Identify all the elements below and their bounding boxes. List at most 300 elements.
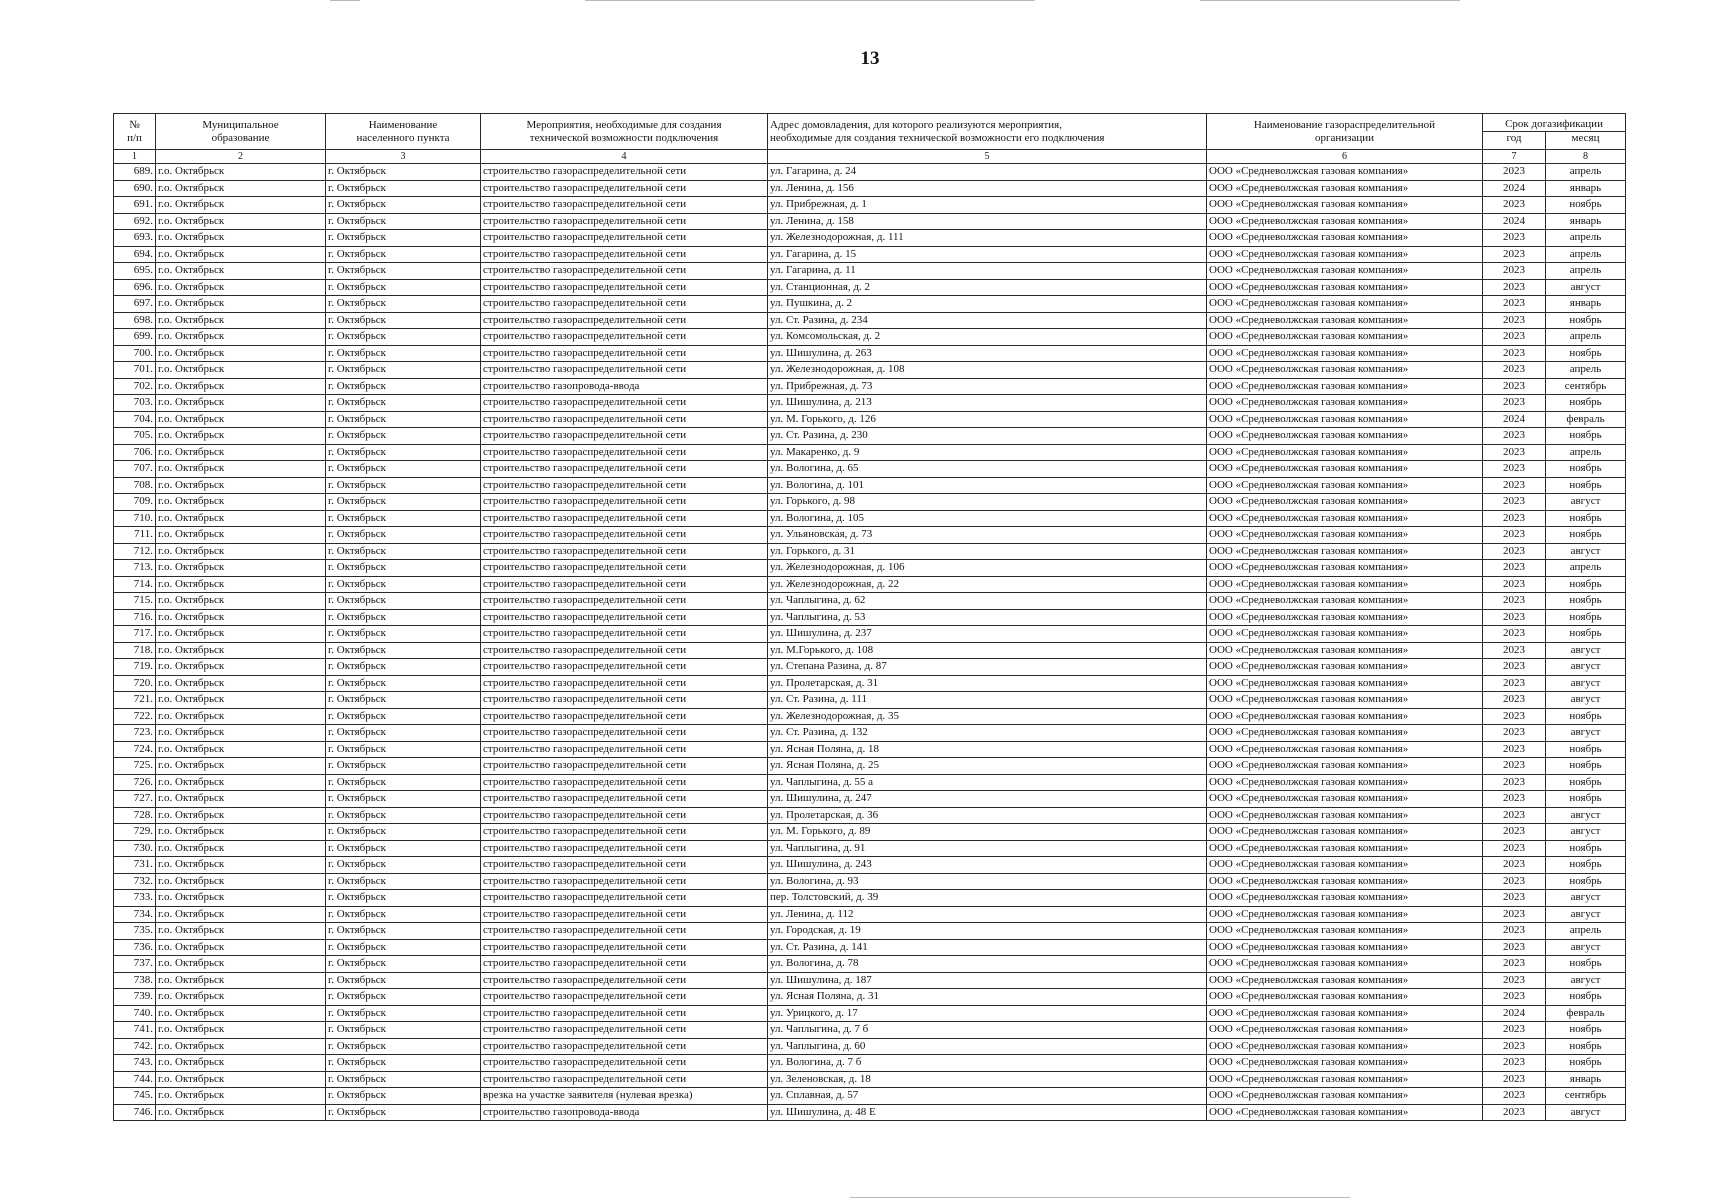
address-cell: ул. Чаплыгина, д. 62 xyxy=(768,593,1207,610)
organization-cell: ООО «Средневолжская газовая компания» xyxy=(1207,1088,1483,1105)
measure-cell: строительство газораспределительной сети xyxy=(481,659,768,676)
settlement-cell: г. Октябрьск xyxy=(326,725,481,742)
row-number-cell: 732. xyxy=(114,873,156,890)
organization-cell: ООО «Средневолжская газовая компания» xyxy=(1207,642,1483,659)
address-cell: ул. Шишулина, д. 243 xyxy=(768,857,1207,874)
measure-cell: строительство газораспределительной сети xyxy=(481,791,768,808)
month-cell: август xyxy=(1546,807,1626,824)
settlement-cell: г. Октябрьск xyxy=(326,675,481,692)
organization-cell: ООО «Средневолжская газовая компания» xyxy=(1207,510,1483,527)
settlement-cell: г. Октябрьск xyxy=(326,1104,481,1121)
row-number-cell: 730. xyxy=(114,840,156,857)
address-cell: пер. Толстовский, д. 39 xyxy=(768,890,1207,907)
municipality-cell: г.о. Октябрьск xyxy=(156,527,326,544)
address-cell: ул. Чаплыгина, д. 60 xyxy=(768,1038,1207,1055)
municipality-cell: г.о. Октябрьск xyxy=(156,1038,326,1055)
settlement-cell: г. Октябрьск xyxy=(326,774,481,791)
month-cell: январь xyxy=(1546,296,1626,313)
municipality-cell: г.о. Октябрьск xyxy=(156,659,326,676)
table-row xyxy=(114,659,1626,676)
month-cell: август xyxy=(1546,543,1626,560)
year-cell: 2023 xyxy=(1483,791,1546,808)
organization-cell: ООО «Средневолжская газовая компания» xyxy=(1207,626,1483,643)
address-cell: ул. Городская, д. 19 xyxy=(768,923,1207,940)
year-cell: 2023 xyxy=(1483,989,1546,1006)
settlement-cell: г. Октябрьск xyxy=(326,510,481,527)
row-number-cell: 740. xyxy=(114,1005,156,1022)
measure-cell: строительство газораспределительной сети xyxy=(481,890,768,907)
organization-cell: ООО «Средневолжская газовая компания» xyxy=(1207,1055,1483,1072)
settlement-cell: г. Октябрьск xyxy=(326,296,481,313)
month-cell: ноябрь xyxy=(1546,1055,1626,1072)
municipality-cell: г.о. Октябрьск xyxy=(156,345,326,362)
measure-cell: строительство газораспределительной сети xyxy=(481,543,768,560)
municipality-cell: г.о. Октябрьск xyxy=(156,906,326,923)
address-cell: ул. Вологина, д. 105 xyxy=(768,510,1207,527)
table-row xyxy=(114,180,1626,197)
municipality-cell: г.о. Октябрьск xyxy=(156,791,326,808)
row-number-cell: 738. xyxy=(114,972,156,989)
year-cell: 2023 xyxy=(1483,246,1546,263)
month-cell: ноябрь xyxy=(1546,345,1626,362)
address-cell: ул. Вологина, д. 65 xyxy=(768,461,1207,478)
row-number-cell: 702. xyxy=(114,378,156,395)
month-cell: февраль xyxy=(1546,411,1626,428)
measure-cell: строительство газораспределительной сети xyxy=(481,1005,768,1022)
address-cell: ул. М. Горького, д. 126 xyxy=(768,411,1207,428)
measure-cell: строительство газораспределительной сети xyxy=(481,395,768,412)
municipality-cell: г.о. Октябрьск xyxy=(156,807,326,824)
table-row xyxy=(114,461,1626,478)
measure-cell: строительство газораспределительной сети xyxy=(481,857,768,874)
row-number-cell: 695. xyxy=(114,263,156,280)
municipality-cell: г.о. Октябрьск xyxy=(156,593,326,610)
settlement-cell: г. Октябрьск xyxy=(326,345,481,362)
column-number: 7 xyxy=(1483,150,1546,164)
address-cell: ул. Ст. Разина, д. 141 xyxy=(768,939,1207,956)
month-cell: август xyxy=(1546,890,1626,907)
table-row xyxy=(114,725,1626,742)
row-number-cell: 699. xyxy=(114,329,156,346)
municipality-cell: г.о. Октябрьск xyxy=(156,626,326,643)
measure-cell: строительство газораспределительной сети xyxy=(481,824,768,841)
municipality-cell: г.о. Октябрьск xyxy=(156,411,326,428)
settlement-cell: г. Октябрьск xyxy=(326,527,481,544)
month-cell: ноябрь xyxy=(1546,197,1626,214)
municipality-cell: г.о. Октябрьск xyxy=(156,923,326,940)
year-cell: 2023 xyxy=(1483,725,1546,742)
measure-cell: строительство газораспределительной сети xyxy=(481,923,768,940)
organization-cell: ООО «Средневолжская газовая компания» xyxy=(1207,263,1483,280)
address-cell: ул. Железнодорожная, д. 35 xyxy=(768,708,1207,725)
row-number-cell: 725. xyxy=(114,758,156,775)
row-number-cell: 744. xyxy=(114,1071,156,1088)
month-cell: август xyxy=(1546,939,1626,956)
municipality-cell: г.о. Октябрьск xyxy=(156,428,326,445)
municipality-cell: г.о. Октябрьск xyxy=(156,378,326,395)
municipality-cell: г.о. Октябрьск xyxy=(156,395,326,412)
row-number-cell: 741. xyxy=(114,1022,156,1039)
row-number-cell: 727. xyxy=(114,791,156,808)
measure-cell: строительство газораспределительной сети xyxy=(481,510,768,527)
row-number-cell: 696. xyxy=(114,279,156,296)
header-settlement-cont: населенного пункта xyxy=(326,132,481,150)
municipality-cell: г.о. Октябрьск xyxy=(156,461,326,478)
organization-cell: ООО «Средневолжская газовая компания» xyxy=(1207,791,1483,808)
measure-cell: строительство газораспределительной сети xyxy=(481,213,768,230)
settlement-cell: г. Октябрьск xyxy=(326,494,481,511)
settlement-cell: г. Октябрьск xyxy=(326,1071,481,1088)
address-cell: ул. Гагарина, д. 11 xyxy=(768,263,1207,280)
address-cell: ул. Ясная Поляна, д. 31 xyxy=(768,989,1207,1006)
measure-cell: строительство газораспределительной сети xyxy=(481,477,768,494)
header-num-cont: п/п xyxy=(114,132,156,150)
year-cell: 2023 xyxy=(1483,378,1546,395)
month-cell: ноябрь xyxy=(1546,857,1626,874)
row-number-cell: 698. xyxy=(114,312,156,329)
row-number-cell: 716. xyxy=(114,609,156,626)
year-cell: 2023 xyxy=(1483,857,1546,874)
table-row xyxy=(114,494,1626,511)
organization-cell: ООО «Средневолжская газовая компания» xyxy=(1207,395,1483,412)
organization-cell: ООО «Средневолжская газовая компания» xyxy=(1207,345,1483,362)
municipality-cell: г.о. Октябрьск xyxy=(156,1005,326,1022)
settlement-cell: г. Октябрьск xyxy=(326,576,481,593)
header-organization: Наименование газораспределительной xyxy=(1207,114,1483,132)
table-row xyxy=(114,510,1626,527)
organization-cell: ООО «Средневолжская газовая компания» xyxy=(1207,312,1483,329)
settlement-cell: г. Октябрьск xyxy=(326,807,481,824)
organization-cell: ООО «Средневолжская газовая компания» xyxy=(1207,939,1483,956)
table-row xyxy=(114,857,1626,874)
month-cell: ноябрь xyxy=(1546,774,1626,791)
settlement-cell: г. Октябрьск xyxy=(326,543,481,560)
year-cell: 2024 xyxy=(1483,411,1546,428)
table-row xyxy=(114,906,1626,923)
municipality-cell: г.о. Октябрьск xyxy=(156,956,326,973)
settlement-cell: г. Октябрьск xyxy=(326,626,481,643)
municipality-cell: г.о. Октябрьск xyxy=(156,1022,326,1039)
settlement-cell: г. Октябрьск xyxy=(326,939,481,956)
address-cell: ул. М.Горького, д. 108 xyxy=(768,642,1207,659)
measure-cell: строительство газораспределительной сети xyxy=(481,180,768,197)
row-number-cell: 726. xyxy=(114,774,156,791)
year-cell: 2023 xyxy=(1483,1104,1546,1121)
table-row xyxy=(114,741,1626,758)
municipality-cell: г.о. Октябрьск xyxy=(156,1104,326,1121)
table-row xyxy=(114,279,1626,296)
table-body xyxy=(114,164,1626,1121)
table-row xyxy=(114,923,1626,940)
month-cell: ноябрь xyxy=(1546,477,1626,494)
address-cell: ул. Пролетарская, д. 36 xyxy=(768,807,1207,824)
header-settlement: Наименование xyxy=(326,114,481,132)
table-row xyxy=(114,395,1626,412)
measure-cell: строительство газораспределительной сети xyxy=(481,956,768,973)
column-number: 6 xyxy=(1207,150,1483,164)
year-cell: 2023 xyxy=(1483,906,1546,923)
year-cell: 2023 xyxy=(1483,923,1546,940)
year-cell: 2023 xyxy=(1483,758,1546,775)
municipality-cell: г.о. Октябрьск xyxy=(156,312,326,329)
year-cell: 2023 xyxy=(1483,741,1546,758)
year-cell: 2023 xyxy=(1483,263,1546,280)
organization-cell: ООО «Средневолжская газовая компания» xyxy=(1207,593,1483,610)
settlement-cell: г. Октябрьск xyxy=(326,461,481,478)
organization-cell: ООО «Средневолжская газовая компания» xyxy=(1207,725,1483,742)
year-cell: 2023 xyxy=(1483,527,1546,544)
municipality-cell: г.о. Октябрьск xyxy=(156,840,326,857)
month-cell: апрель xyxy=(1546,246,1626,263)
year-cell: 2023 xyxy=(1483,395,1546,412)
year-cell: 2023 xyxy=(1483,807,1546,824)
address-cell: ул. Ленина, д. 158 xyxy=(768,213,1207,230)
address-cell: ул. Ульяновская, д. 73 xyxy=(768,527,1207,544)
municipality-cell: г.о. Октябрьск xyxy=(156,708,326,725)
address-cell: ул. Сплавная, д. 57 xyxy=(768,1088,1207,1105)
header-measures: Мероприятия, необходимые для создания xyxy=(481,114,768,132)
year-cell: 2023 xyxy=(1483,824,1546,841)
column-number: 2 xyxy=(156,150,326,164)
year-cell: 2023 xyxy=(1483,659,1546,676)
year-cell: 2023 xyxy=(1483,230,1546,247)
month-cell: апрель xyxy=(1546,230,1626,247)
address-cell: ул. Шишулина, д. 48 Е xyxy=(768,1104,1207,1121)
address-cell: ул. Ленина, д. 156 xyxy=(768,180,1207,197)
settlement-cell: г. Октябрьск xyxy=(326,708,481,725)
header-num: № xyxy=(114,114,156,132)
settlement-cell: г. Октябрьск xyxy=(326,246,481,263)
measure-cell: строительство газораспределительной сети xyxy=(481,312,768,329)
year-cell: 2023 xyxy=(1483,543,1546,560)
settlement-cell: г. Октябрьск xyxy=(326,593,481,610)
organization-cell: ООО «Средневолжская газовая компания» xyxy=(1207,461,1483,478)
address-cell: ул. Степана Разина, д. 87 xyxy=(768,659,1207,676)
settlement-cell: г. Октябрьск xyxy=(326,378,481,395)
month-cell: август xyxy=(1546,642,1626,659)
scan-artifact-line xyxy=(330,0,360,1)
month-cell: ноябрь xyxy=(1546,626,1626,643)
municipality-cell: г.о. Октябрьск xyxy=(156,675,326,692)
row-number-cell: 709. xyxy=(114,494,156,511)
row-number-cell: 707. xyxy=(114,461,156,478)
measure-cell: строительство газораспределительной сети xyxy=(481,593,768,610)
month-cell: август xyxy=(1546,972,1626,989)
table-row xyxy=(114,824,1626,841)
year-cell: 2024 xyxy=(1483,1005,1546,1022)
settlement-cell: г. Октябрьск xyxy=(326,890,481,907)
organization-cell: ООО «Средневолжская газовая компания» xyxy=(1207,362,1483,379)
row-number-cell: 697. xyxy=(114,296,156,313)
municipality-cell: г.о. Октябрьск xyxy=(156,989,326,1006)
municipality-cell: г.о. Октябрьск xyxy=(156,543,326,560)
scan-artifact-line xyxy=(1200,0,1460,1)
organization-cell: ООО «Средневолжская газовая компания» xyxy=(1207,741,1483,758)
address-cell: ул. Станционная, д. 2 xyxy=(768,279,1207,296)
header-address-cont: необходимые для создания технической возможности его подключения xyxy=(768,132,1207,150)
settlement-cell: г. Октябрьск xyxy=(326,873,481,890)
column-number: 8 xyxy=(1546,150,1626,164)
organization-cell: ООО «Средневолжская газовая компания» xyxy=(1207,972,1483,989)
row-number-cell: 735. xyxy=(114,923,156,940)
organization-cell: ООО «Средневолжская газовая компания» xyxy=(1207,411,1483,428)
settlement-cell: г. Октябрьск xyxy=(326,213,481,230)
table-row xyxy=(114,873,1626,890)
table-row xyxy=(114,576,1626,593)
row-number-cell: 719. xyxy=(114,659,156,676)
measure-cell: строительство газопровода-ввода xyxy=(481,1104,768,1121)
month-cell: август xyxy=(1546,494,1626,511)
month-cell: январь xyxy=(1546,1071,1626,1088)
row-number-cell: 745. xyxy=(114,1088,156,1105)
header-month: месяц xyxy=(1546,132,1626,150)
month-cell: ноябрь xyxy=(1546,609,1626,626)
month-cell: апрель xyxy=(1546,164,1626,181)
month-cell: апрель xyxy=(1546,560,1626,577)
measure-cell: строительство газораспределительной сети xyxy=(481,560,768,577)
column-number: 4 xyxy=(481,150,768,164)
settlement-cell: г. Октябрьск xyxy=(326,1088,481,1105)
measure-cell: строительство газораспределительной сети xyxy=(481,725,768,742)
table-row xyxy=(114,1055,1626,1072)
settlement-cell: г. Октябрьск xyxy=(326,972,481,989)
measure-cell: строительство газораспределительной сети xyxy=(481,164,768,181)
municipality-cell: г.о. Октябрьск xyxy=(156,213,326,230)
row-number-cell: 715. xyxy=(114,593,156,610)
settlement-cell: г. Октябрьск xyxy=(326,642,481,659)
measure-cell: строительство газораспределительной сети xyxy=(481,444,768,461)
table-row xyxy=(114,345,1626,362)
row-number-cell: 690. xyxy=(114,180,156,197)
measure-cell: строительство газораспределительной сети xyxy=(481,329,768,346)
row-number-cell: 729. xyxy=(114,824,156,841)
settlement-cell: г. Октябрьск xyxy=(326,659,481,676)
address-cell: ул. Чаплыгина, д. 7 б xyxy=(768,1022,1207,1039)
organization-cell: ООО «Средневолжская газовая компания» xyxy=(1207,428,1483,445)
address-cell: ул. Макаренко, д. 9 xyxy=(768,444,1207,461)
address-cell: ул. Ясная Поляна, д. 18 xyxy=(768,741,1207,758)
table-row xyxy=(114,477,1626,494)
year-cell: 2023 xyxy=(1483,362,1546,379)
measure-cell: строительство газораспределительной сети xyxy=(481,246,768,263)
row-number-cell: 704. xyxy=(114,411,156,428)
table-row xyxy=(114,296,1626,313)
measure-cell: строительство газораспределительной сети xyxy=(481,362,768,379)
row-number-cell: 722. xyxy=(114,708,156,725)
measure-cell: строительство газораспределительной сети xyxy=(481,873,768,890)
measure-cell: строительство газораспределительной сети xyxy=(481,807,768,824)
month-cell: ноябрь xyxy=(1546,873,1626,890)
year-cell: 2023 xyxy=(1483,461,1546,478)
settlement-cell: г. Октябрьск xyxy=(326,956,481,973)
year-cell: 2023 xyxy=(1483,329,1546,346)
table-row xyxy=(114,213,1626,230)
address-cell: ул. Ст. Разина, д. 230 xyxy=(768,428,1207,445)
row-number-cell: 728. xyxy=(114,807,156,824)
settlement-cell: г. Октябрьск xyxy=(326,164,481,181)
municipality-cell: г.о. Октябрьск xyxy=(156,758,326,775)
measure-cell: строительство газораспределительной сети xyxy=(481,758,768,775)
month-cell: ноябрь xyxy=(1546,593,1626,610)
table-row xyxy=(114,675,1626,692)
address-cell: ул. Прибрежная, д. 1 xyxy=(768,197,1207,214)
table-row xyxy=(114,642,1626,659)
address-cell: ул. Зеленовская, д. 18 xyxy=(768,1071,1207,1088)
address-cell: ул. Гагарина, д. 24 xyxy=(768,164,1207,181)
table-row xyxy=(114,444,1626,461)
row-number-cell: 734. xyxy=(114,906,156,923)
year-cell: 2023 xyxy=(1483,1088,1546,1105)
organization-cell: ООО «Средневолжская газовая компания» xyxy=(1207,758,1483,775)
settlement-cell: г. Октябрьск xyxy=(326,230,481,247)
address-cell: ул. Прибрежная, д. 73 xyxy=(768,378,1207,395)
organization-cell: ООО «Средневолжская газовая компания» xyxy=(1207,477,1483,494)
scan-artifact-line xyxy=(585,0,1035,1)
measure-cell: строительство газораспределительной сети xyxy=(481,428,768,445)
municipality-cell: г.о. Октябрьск xyxy=(156,725,326,742)
address-cell: ул. Горького, д. 98 xyxy=(768,494,1207,511)
address-cell: ул. Шишулина, д. 213 xyxy=(768,395,1207,412)
settlement-cell: г. Октябрьск xyxy=(326,1022,481,1039)
organization-cell: ООО «Средневолжская газовая компания» xyxy=(1207,246,1483,263)
municipality-cell: г.о. Октябрьск xyxy=(156,1055,326,1072)
year-cell: 2023 xyxy=(1483,840,1546,857)
table-row xyxy=(114,560,1626,577)
table-row xyxy=(114,312,1626,329)
year-cell: 2023 xyxy=(1483,873,1546,890)
year-cell: 2023 xyxy=(1483,312,1546,329)
header-deadline: Срок догазификации xyxy=(1483,114,1626,132)
table-row xyxy=(114,329,1626,346)
organization-cell: ООО «Средневолжская газовая компания» xyxy=(1207,692,1483,709)
table-row xyxy=(114,1104,1626,1121)
row-number-cell: 714. xyxy=(114,576,156,593)
month-cell: сентябрь xyxy=(1546,378,1626,395)
row-number-cell: 717. xyxy=(114,626,156,643)
table-row xyxy=(114,1038,1626,1055)
row-number-cell: 736. xyxy=(114,939,156,956)
organization-cell: ООО «Средневолжская газовая компания» xyxy=(1207,164,1483,181)
year-cell: 2023 xyxy=(1483,296,1546,313)
address-cell: ул. Железнодорожная, д. 111 xyxy=(768,230,1207,247)
column-number: 5 xyxy=(768,150,1207,164)
organization-cell: ООО «Средневолжская газовая компания» xyxy=(1207,213,1483,230)
settlement-cell: г. Октябрьск xyxy=(326,758,481,775)
row-number-cell: 689. xyxy=(114,164,156,181)
row-number-cell: 721. xyxy=(114,692,156,709)
settlement-cell: г. Октябрьск xyxy=(326,791,481,808)
organization-cell: ООО «Средневолжская газовая компания» xyxy=(1207,527,1483,544)
organization-cell: ООО «Средневолжская газовая компания» xyxy=(1207,197,1483,214)
measure-cell: строительство газораспределительной сети xyxy=(481,774,768,791)
table-row xyxy=(114,593,1626,610)
municipality-cell: г.о. Октябрьск xyxy=(156,560,326,577)
year-cell: 2023 xyxy=(1483,890,1546,907)
settlement-cell: г. Октябрьск xyxy=(326,923,481,940)
organization-cell: ООО «Средневолжская газовая компания» xyxy=(1207,1038,1483,1055)
header-year: год xyxy=(1483,132,1546,150)
organization-cell: ООО «Средневолжская газовая компания» xyxy=(1207,609,1483,626)
year-cell: 2023 xyxy=(1483,708,1546,725)
row-number-cell: 692. xyxy=(114,213,156,230)
organization-cell: ООО «Средневолжская газовая компания» xyxy=(1207,873,1483,890)
year-cell: 2023 xyxy=(1483,642,1546,659)
measure-cell: строительство газораспределительной сети xyxy=(481,345,768,362)
settlement-cell: г. Октябрьск xyxy=(326,609,481,626)
month-cell: ноябрь xyxy=(1546,758,1626,775)
organization-cell: ООО «Средневолжская газовая компания» xyxy=(1207,1005,1483,1022)
address-cell: ул. Горького, д. 31 xyxy=(768,543,1207,560)
